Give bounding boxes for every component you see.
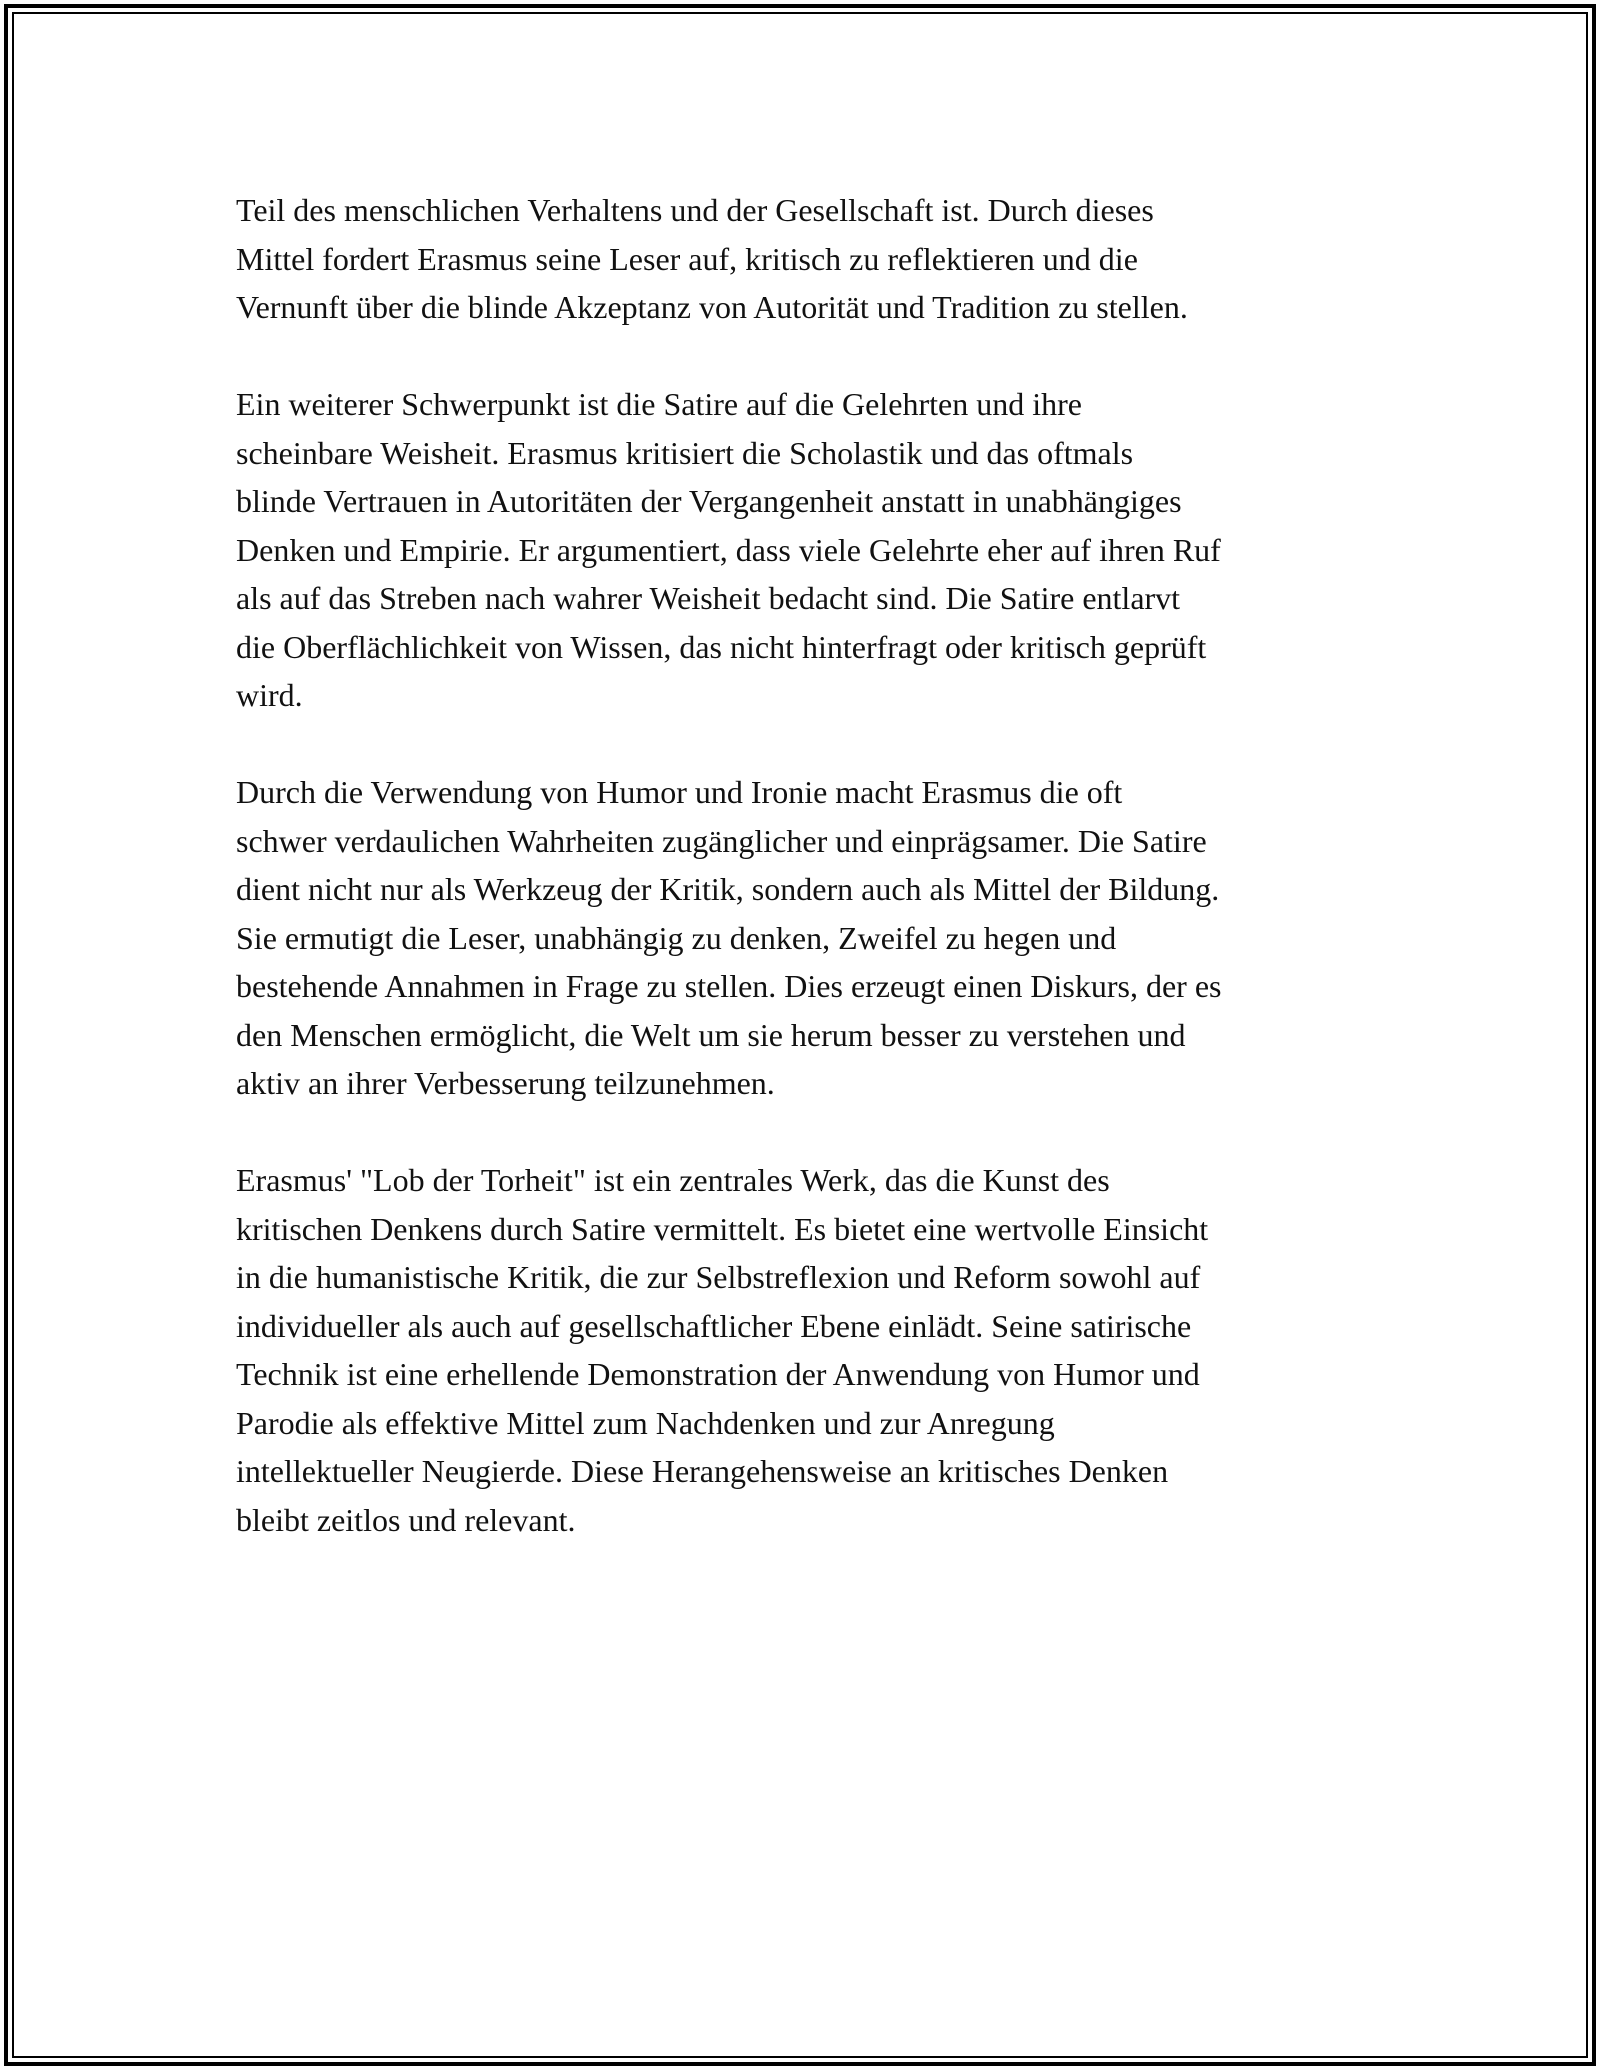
text-line: Erasmus' "Lob der Torheit" ist ein zentrales Werk, das die Kunst des [236, 1162, 1110, 1198]
text-line: den Menschen ermöglicht, die Welt um sie herum besser zu verstehen und [236, 1016, 1186, 1053]
text-line: dient nicht nur als Werkzeug der Kritik, sondern auch als Mittel der Bildung. [236, 871, 1220, 907]
text-line: kritischen Denkens durch Satire vermittelt. Es bietet eine wertvolle Einsicht [236, 1210, 1209, 1247]
text-line: in die humanistische Kritik, die zur Selbstreflexion und Reform sowohl auf [236, 1259, 1201, 1295]
text-line: die Oberflächlichkeit von Wissen, das nicht hinterfragt oder kritisch geprüft [236, 628, 1207, 665]
text-line: Teil des menschlichen Verhaltens und der Gesellschaft ist. Durch dieses [236, 192, 1154, 228]
text-line: als auf das Streben nach wahrer Weisheit bedacht sind. Die Satire entlarvt [236, 580, 1181, 616]
paragraph-4 [236, 1156, 1376, 1544]
text-line: bestehende Annahmen in Frage zu stellen. Dies erzeugt einen Diskurs, der es [236, 968, 1222, 1004]
text-line: aktiv an ihrer Verbesserung teilzunehmen. [236, 1065, 775, 1101]
text-line: Denken und Empirie. Er argumentiert, dass viele Gelehrte eher auf ihren Ruf [236, 531, 1221, 568]
paragraph-3 [236, 768, 1376, 1108]
text-line: bleibt zeitlos und relevant. [236, 1501, 576, 1538]
text-line: Mittel fordert Erasmus seine Leser auf, kritisch zu reflektieren und die [236, 240, 1138, 277]
text-line: scheinbare Weisheit. Erasmus kritisiert die Scholastik und das oftmals [236, 434, 1134, 471]
text-line: schwer verdaulichen Wahrheiten zugänglicher und einprägsamer. Die Satire [236, 822, 1207, 859]
text-line: Parodie als effektive Mittel zum Nachdenken und zur Anregung [236, 1404, 1055, 1441]
text-line: individueller als auch auf gesellschaftlicher Ebene einlädt. Seine satirische [236, 1307, 1192, 1344]
text-line: Durch die Verwendung von Humor und Ironie macht Erasmus die oft [236, 774, 1123, 810]
document-body [236, 186, 1376, 1593]
text-line: wird. [236, 677, 303, 713]
paragraph-2 [236, 380, 1376, 720]
text-line: blinde Vertrauen in Autoritäten der Vergangenheit anstatt in unabhängiges [236, 483, 1182, 519]
paragraph-1 [236, 186, 1376, 332]
text-line: Technik ist eine erhellende Demonstration der Anwendung von Humor und [236, 1356, 1200, 1392]
text-line: Ein weiterer Schwerpunkt ist die Satire auf die Gelehrten und ihre [236, 386, 1082, 422]
text-line: Sie ermutigt die Leser, unabhängig zu denken, Zweifel zu hegen und [236, 919, 1117, 956]
text-line: Vernunft über die blinde Akzeptanz von Autorität und Tradition zu stellen. [236, 289, 1188, 325]
text-line: intellektueller Neugierde. Diese Herangehensweise an kritisches Denken [236, 1453, 1169, 1489]
